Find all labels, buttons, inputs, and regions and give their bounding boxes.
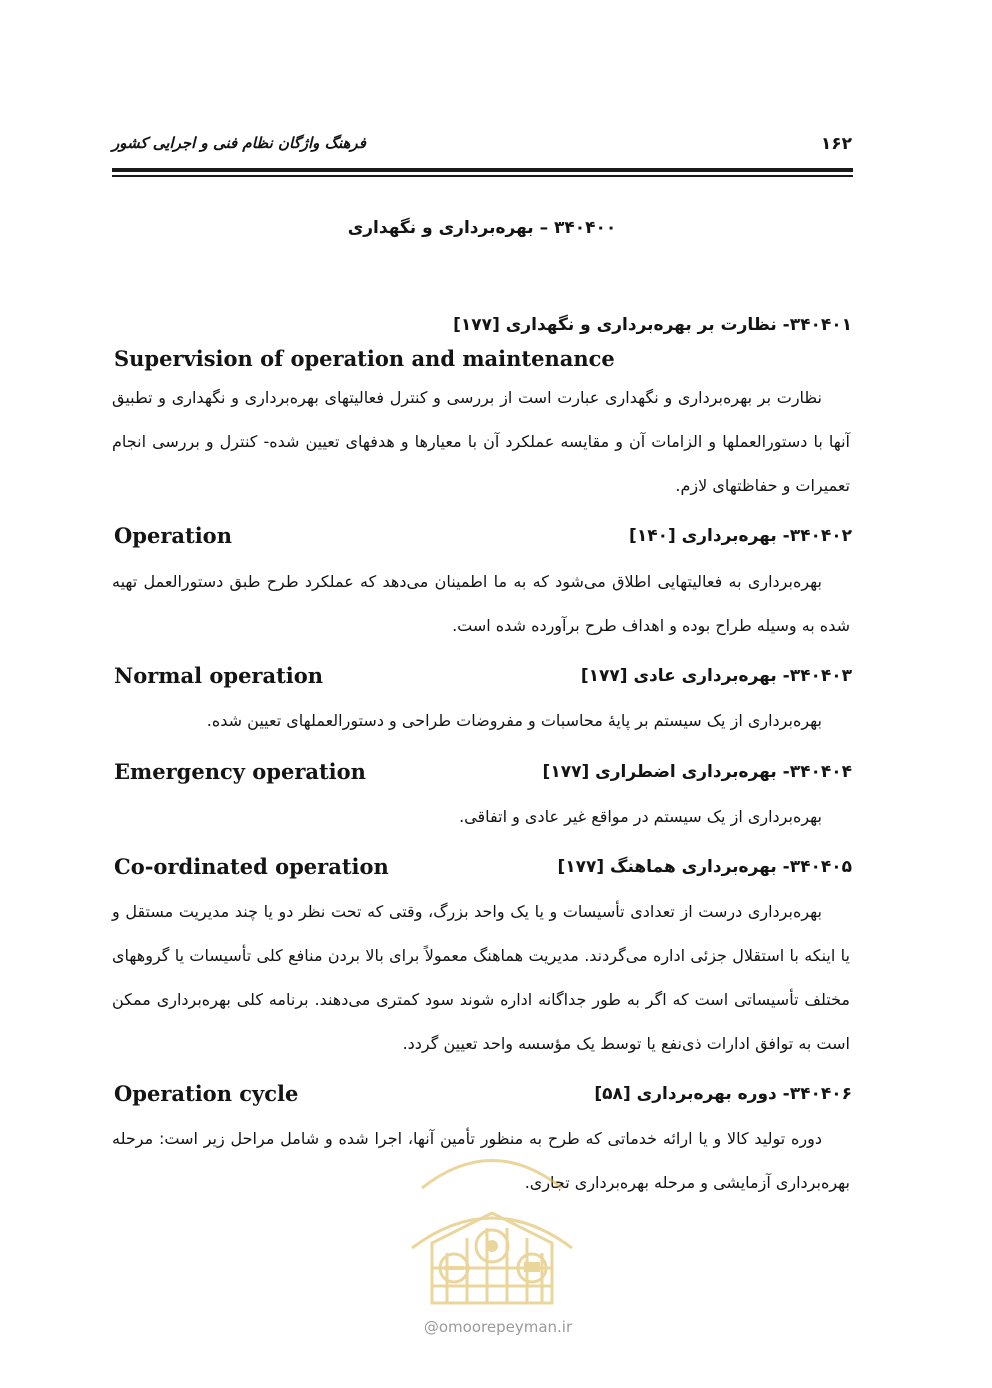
definition: بهره‌برداری درست از تعدادی تأسیسات و یا یک واحد بزرگ، وقتی که تحت نظر دو یا چند مدیریت مستقل و یا اینکه با استقلال جزئی اداره می‌گردند. مدیریت هماهنگ معمولاً برای بالا بردن منافع کلی تأسیسات یا گروههای مختلف تأسیساتی است که اگر به طور جداگانه اداره شوند سود کمتری می‌دهند. برنامه کلی بهره‌برداری ممکن است به توافق ادارات ذی‌نفع یا توسط یک مؤسسه واحد تعیین گردد. [112,902,850,1053]
page-number: ۱۶۲ [820,134,852,154]
book-title: فرهنگ واژگان نظام فنی و اجرایی کشور [112,134,366,152]
entry-term-row [112,312,852,342]
definition: بهره‌برداری از یک سیستم در مواقع غیر عادی و اتفاقی. [459,807,822,826]
en-term: Supervision of operation and maintenance [114,346,615,371]
definition: نظارت بر بهره‌برداری و نگهداری عبارت است از بررسی و کنترل فعالیتهای بهره‌برداری و نگهداری و تطبیق آنها با دستورالعملها و الزامات آن و مقایسه عملکرد آن با معیارها و هدفهای تعیین شده- کنترل و بررسی انجام تعمیرات و حفاظتهای لازم. [112,388,850,495]
en-term: Co-ordinated operation [114,854,389,879]
entry-term-row [112,663,852,693]
watermark-seal-icon [392,1128,592,1308]
fa-term: ۳۴۰۴۰۱- نظارت بر بهره‌برداری و نگهداری [۱۷۷] [453,315,852,335]
entry-term-row [112,759,852,789]
watermark-url: @omoorepeyman.ir [423,1318,573,1336]
header-rule-thin [112,175,853,177]
fa-term: ۳۴۰۴۰۴- بهره‌برداری اضطراری [۱۷۷] [542,762,852,782]
en-term: Emergency operation [114,759,366,784]
fa-term: ۳۴۰۴۰۳- بهره‌برداری عادی [۱۷۷] [580,666,852,686]
fa-term: ۳۴۰۴۰۲- بهره‌برداری [۱۴۰] [629,526,852,546]
entry-term-row [112,1081,852,1111]
definition: دوره تولید کالا و یا ارائه خدماتی که طرح به منظور تأمین آنها، اجرا شده و شامل مراحل زیر است: مرحله بهره‌برداری آزمایشی و مرحله بهره‌برداری تجاری. [112,1129,850,1192]
fa-term: ۳۴۰۴۰۶- دوره بهره‌برداری [۵۸] [594,1084,852,1104]
section-heading: ۳۴۰۴۰۰ – بهره‌برداری و نگهداری [347,218,617,238]
en-term: Operation [114,523,232,548]
definition: بهره‌برداری از یک سیستم بر پایۀ محاسبات و مفروضات طراحی و دستورالعملهای تعیین شده. [206,711,822,730]
en-term: Operation cycle [114,1081,299,1106]
header-rule-thick [112,168,853,172]
definition: بهره‌برداری به فعالیتهایی اطلاق می‌شود که به ما اطمینان می‌دهد که عملکرد طرح طبق دستورالعمل تهیه شده به وسیله طراح بوده و اهداف طرح برآورده شده است. [112,572,850,635]
entry-term-row [112,854,852,884]
en-term: Normal operation [114,663,324,688]
page-header [112,128,852,158]
entry-term-row [112,523,852,553]
fa-term: ۳۴۰۴۰۵- بهره‌برداری هماهنگ [۱۷۷] [557,857,852,877]
